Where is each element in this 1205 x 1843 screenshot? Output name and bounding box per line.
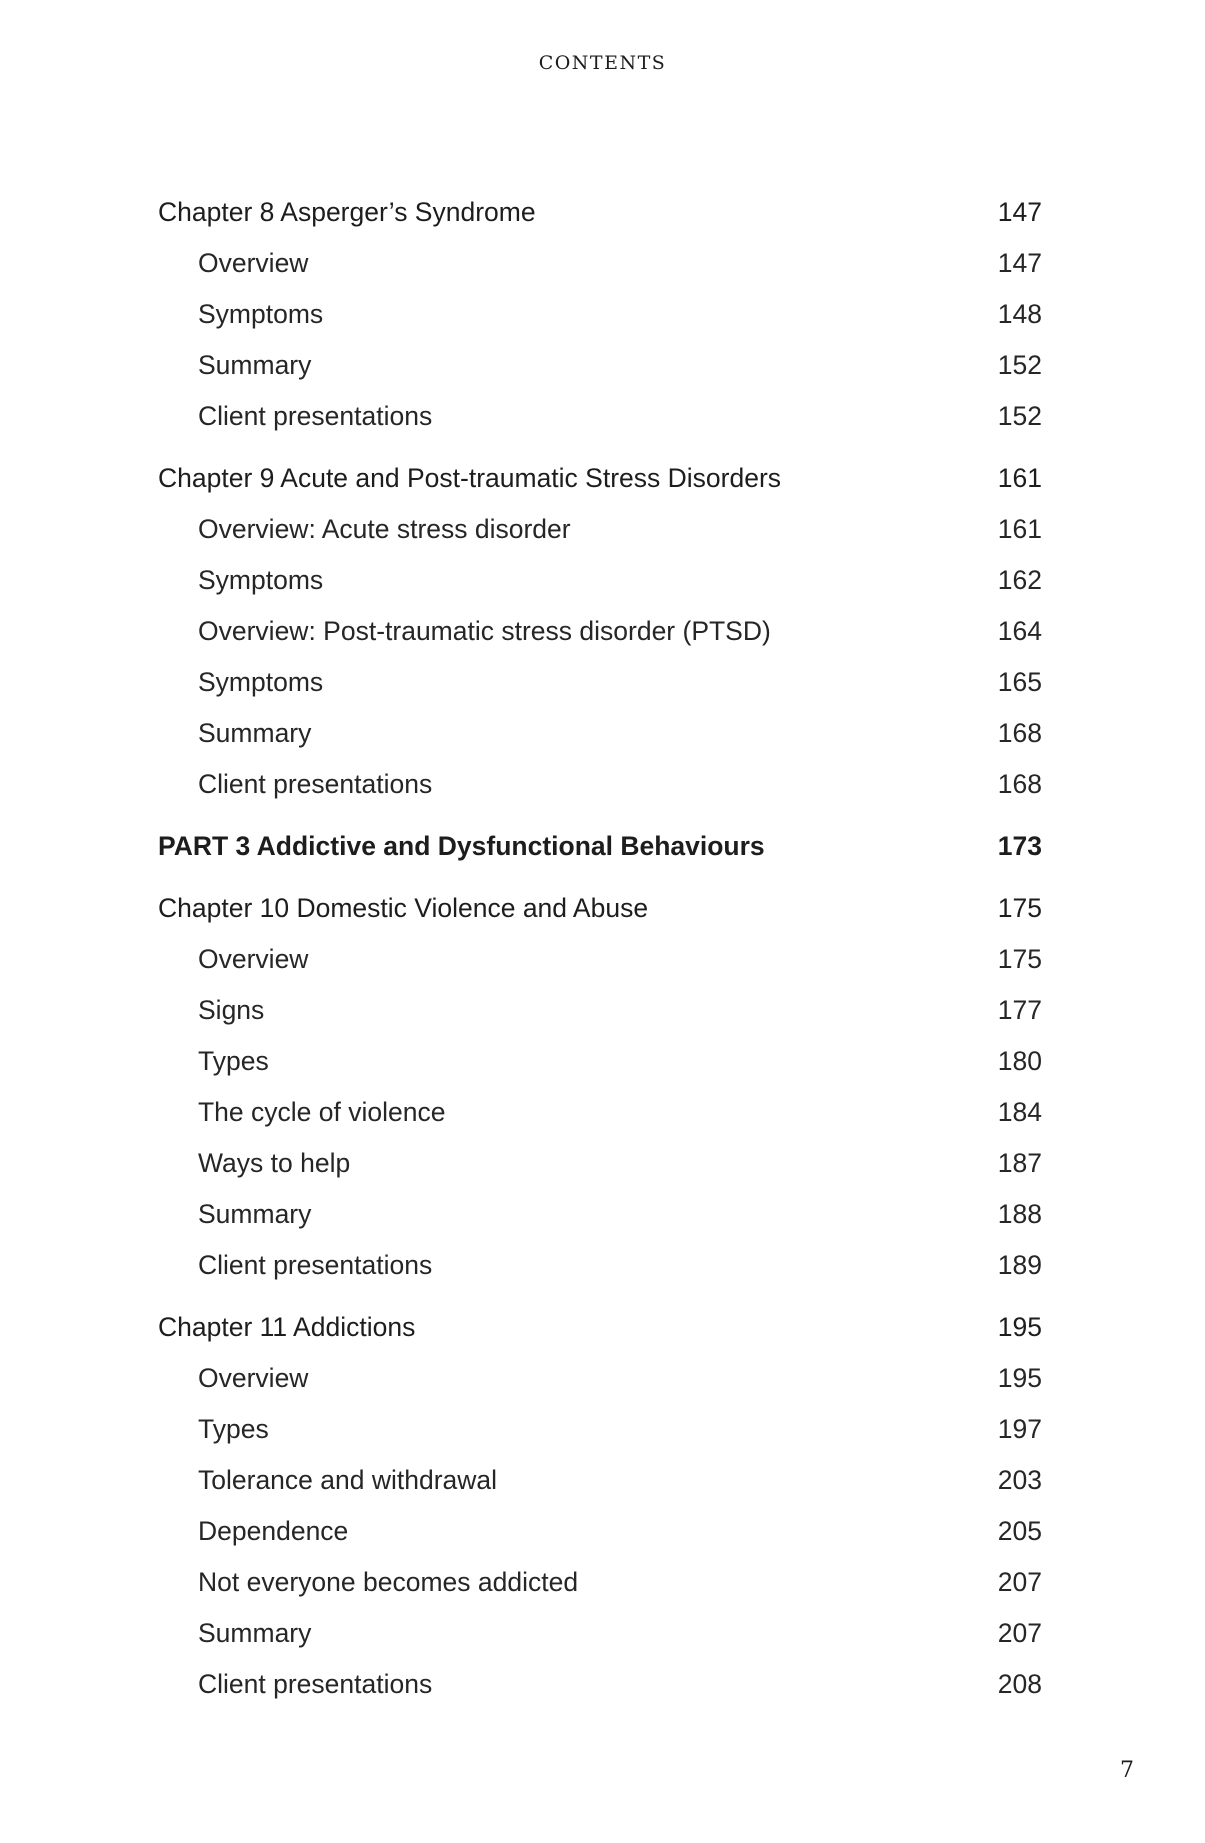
toc-subentry <box>158 289 1042 340</box>
toc-section <box>158 1302 1042 1710</box>
page-number: 7 <box>1120 1758 1134 1783</box>
toc-entry-title: Chapter 11 Addictions <box>158 1312 416 1342</box>
toc-subentry-page: 208 <box>997 1669 1042 1699</box>
toc-subentry-title: Client presentations <box>198 1669 433 1699</box>
toc-subentry-title: Symptoms <box>198 667 324 697</box>
toc-chapter-entry <box>158 883 1042 934</box>
toc-subentry-title: Client presentations <box>198 1250 433 1280</box>
toc-subentry <box>158 1189 1042 1240</box>
toc-subentry-page: 205 <box>997 1516 1042 1546</box>
toc-subentry-page: 180 <box>997 1046 1042 1076</box>
running-header: CONTENTS <box>538 52 667 74</box>
toc-subentry-page: 152 <box>997 401 1042 431</box>
toc-subentry-title: The cycle of violence <box>198 1097 446 1127</box>
toc-subentry-title: Symptoms <box>198 299 324 329</box>
toc-subentry <box>158 759 1042 810</box>
toc-subentry <box>158 657 1042 708</box>
toc-entry-page: 173 <box>997 831 1042 861</box>
toc-subentry <box>158 504 1042 555</box>
toc-subentry <box>158 1659 1042 1710</box>
toc-subentry <box>158 1036 1042 1087</box>
toc-subentry-title: Not everyone becomes addicted <box>198 1567 579 1597</box>
toc-entry-page: 195 <box>997 1312 1042 1342</box>
toc-subentry-page: 203 <box>997 1465 1042 1495</box>
toc-subentry-page: 175 <box>997 944 1042 974</box>
toc-subentry-page: 148 <box>997 299 1042 329</box>
toc-subentry-page: 184 <box>997 1097 1042 1127</box>
toc-subentry-page: 207 <box>997 1618 1042 1648</box>
toc-section <box>158 187 1042 442</box>
toc-subentry-page: 168 <box>997 718 1042 748</box>
toc-subentry-title: Signs <box>198 995 265 1025</box>
toc-subentry <box>158 1506 1042 1557</box>
toc-subentry-title: Dependence <box>198 1516 349 1546</box>
toc-subentry-title: Ways to help <box>198 1148 351 1178</box>
toc-subentry <box>158 1138 1042 1189</box>
toc-subentry-title: Summary <box>198 1199 312 1229</box>
toc-subentry-title: Types <box>198 1414 269 1444</box>
toc-subentry <box>158 1353 1042 1404</box>
toc-entry-title: Chapter 8 Asperger’s Syndrome <box>158 197 536 227</box>
toc-subentry-page: 207 <box>997 1567 1042 1597</box>
toc-subentry-title: Client presentations <box>198 401 433 431</box>
toc-subentry-title: Overview <box>198 1363 309 1393</box>
toc-subentry <box>158 391 1042 442</box>
toc-section <box>158 821 1042 872</box>
toc-subentry-page: 177 <box>997 995 1042 1025</box>
toc-subentry-title: Client presentations <box>198 769 433 799</box>
toc-chapter-entry <box>158 187 1042 238</box>
toc-subentry-title: Overview <box>198 248 309 278</box>
toc-subentry-page: 197 <box>997 1414 1042 1444</box>
toc-subentry-title: Types <box>198 1046 269 1076</box>
toc-subentry-page: 147 <box>997 248 1042 278</box>
toc-subentry-page: 189 <box>997 1250 1042 1280</box>
toc-subentry-title: Tolerance and withdrawal <box>198 1465 498 1495</box>
toc-subentry-page: 165 <box>997 667 1042 697</box>
toc-subentry <box>158 985 1042 1036</box>
toc-subentry-page: 168 <box>997 769 1042 799</box>
toc-subentry <box>158 1557 1042 1608</box>
toc-entry-page: 175 <box>997 893 1042 923</box>
toc-subentry-page: 161 <box>997 514 1042 544</box>
toc-subentry <box>158 1608 1042 1659</box>
toc-subentry-page: 164 <box>997 616 1042 646</box>
toc-subentry-title: Overview: Post-traumatic stress disorder (PTSD) <box>198 616 771 646</box>
toc-part-entry <box>158 821 1042 872</box>
toc-subentry <box>158 1087 1042 1138</box>
toc-entry-title: Chapter 10 Domestic Violence and Abuse <box>158 893 649 923</box>
toc-subentry-page: 152 <box>997 350 1042 380</box>
toc-subentry-page: 162 <box>997 565 1042 595</box>
toc-subentry <box>158 340 1042 391</box>
toc-subentry <box>158 1455 1042 1506</box>
toc-section <box>158 883 1042 1291</box>
toc-subentry-title: Symptoms <box>198 565 324 595</box>
toc-subentry-page: 188 <box>997 1199 1042 1229</box>
toc-subentry <box>158 934 1042 985</box>
toc-subentry-title: Overview <box>198 944 309 974</box>
toc-entry-page: 147 <box>997 197 1042 227</box>
toc-chapter-entry <box>158 453 1042 504</box>
toc-subentry <box>158 238 1042 289</box>
toc-subentry-page: 187 <box>997 1148 1042 1178</box>
toc-subentry-title: Summary <box>198 718 312 748</box>
toc-entry-title: Chapter 9 Acute and Post-traumatic Stress Disorders <box>158 463 782 493</box>
toc-subentry <box>158 1240 1042 1291</box>
toc-entry-page: 161 <box>997 463 1042 493</box>
toc-section <box>158 453 1042 810</box>
toc-subentry-page: 195 <box>997 1363 1042 1393</box>
toc-entry-title: PART 3 Addictive and Dysfunctional Behaviours <box>158 831 765 861</box>
toc-subentry <box>158 708 1042 759</box>
toc-subentry <box>158 1404 1042 1455</box>
toc-subentry <box>158 606 1042 657</box>
toc-chapter-entry <box>158 1302 1042 1353</box>
toc-subentry-title: Summary <box>198 1618 312 1648</box>
toc-subentry-title: Overview: Acute stress disorder <box>198 514 571 544</box>
table-of-contents <box>158 187 1042 1721</box>
toc-subentry <box>158 555 1042 606</box>
toc-subentry-title: Summary <box>198 350 312 380</box>
